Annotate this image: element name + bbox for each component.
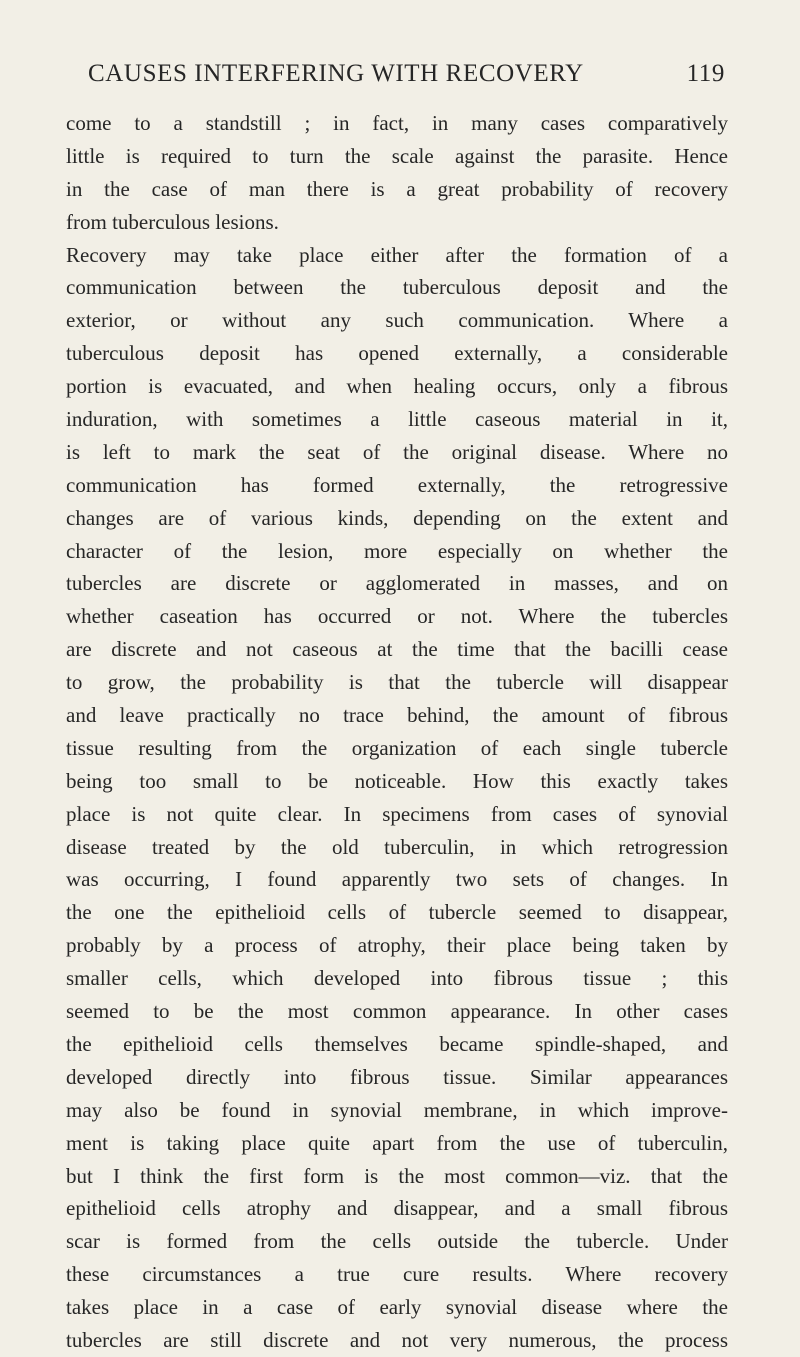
text-line: character of the lesion, more especially on whether the — [66, 538, 728, 563]
text-line: but I think the first form is the most common—viz. that the — [66, 1163, 728, 1188]
text-line: smaller cells, which developed into fibrous tissue ; this — [66, 966, 728, 991]
text-line: portion is evacuated, and when healing occurs, only a fibrous — [66, 374, 728, 399]
text-line: epithelioid cells atrophy and disappear, and a small fibrous — [66, 1196, 728, 1221]
text-line: place is not quite clear. In specimens from cases of synovial — [66, 801, 728, 826]
text-line: tubercles are discrete or agglomerated in masses, and on — [66, 571, 728, 596]
text-line: takes place in a case of early synovial disease where the — [66, 1295, 728, 1320]
text-line: from tuberculous lesions. — [66, 209, 279, 234]
text-line: these circumstances a true cure results. Where recovery — [66, 1262, 728, 1287]
text-line: communication has formed externally, the retrogressive — [66, 472, 728, 497]
text-line: come to a standstill ; in fact, in many cases comparatively — [66, 111, 728, 135]
text-line: disease treated by the old tuberculin, in which retrogression — [66, 834, 728, 859]
page-number: 119 — [686, 60, 725, 87]
text-line: tissue resulting from the organization of each single tubercle — [66, 735, 728, 760]
text-line: being too small to be noticeable. How this exactly takes — [66, 768, 728, 793]
text-line: the one the epithelioid cells of tubercle seemed to disappear, — [66, 900, 728, 925]
text-line: may also be found in synovial membrane, in which improve- — [66, 1097, 728, 1122]
text-line: is left to mark the seat of the original disease. Where no — [66, 439, 728, 464]
text-line: tubercles are still discrete and not very numerous, the process — [66, 1327, 728, 1352]
body-text — [66, 107, 728, 1357]
text-line: in the case of man there is a great probability of recovery — [66, 176, 728, 201]
text-line: the epithelioid cells themselves became spindle-shaped, and — [66, 1031, 728, 1056]
text-line: induration, with sometimes a little caseous material in it, — [66, 407, 728, 432]
text-line: to grow, the probability is that the tubercle will disappear — [66, 670, 728, 695]
text-line: was occurring, I found apparently two sets of changes. In — [66, 867, 728, 892]
text-line: and leave practically no trace behind, the amount of fibrous — [66, 703, 728, 728]
text-line: probably by a process of atrophy, their place being taken by — [66, 933, 728, 958]
text-line: are discrete and not caseous at the time that the bacilli cease — [66, 637, 728, 662]
text-line: communication between the tuberculous deposit and the — [66, 275, 728, 300]
text-line: little is required to turn the scale against the parasite. Hence — [66, 143, 728, 168]
text-line: ment is taking place quite apart from the use of tuberculin, — [66, 1130, 728, 1155]
text-line: tuberculous deposit has opened externally, a considerable — [66, 341, 728, 366]
running-head — [60, 60, 725, 96]
text-line: seemed to be the most common appearance. In other cases — [66, 999, 728, 1024]
text-line: developed directly into fibrous tissue. Similar appearances — [66, 1064, 728, 1089]
running-title: CAUSES INTERFERING WITH RECOVERY — [88, 60, 584, 87]
text-line: whether caseation has occurred or not. Where the tubercles — [66, 604, 728, 629]
text-line: changes are of various kinds, depending on the extent and — [66, 505, 728, 530]
text-line: Recovery may take place either after the formation of a — [66, 242, 728, 267]
text-line: exterior, or without any such communication. Where a — [66, 308, 728, 333]
text-line: scar is formed from the cells outside the tubercle. Under — [66, 1229, 728, 1254]
